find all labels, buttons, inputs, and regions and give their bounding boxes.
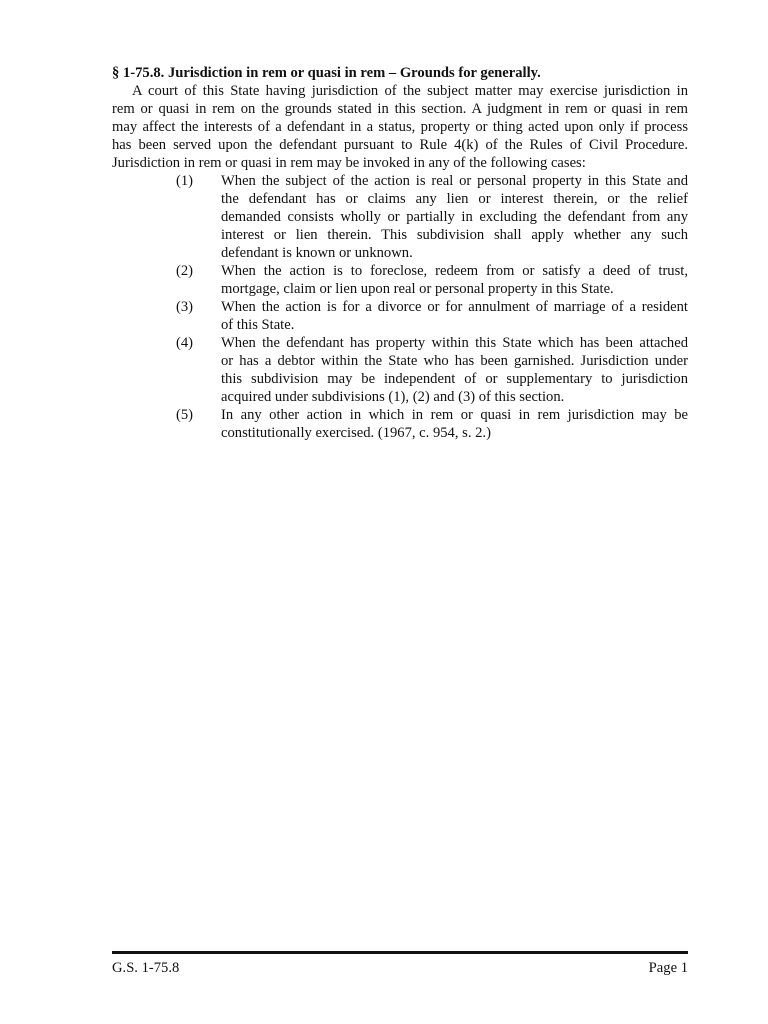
subdivision-item [112, 298, 688, 334]
text-line: When the action is for a divorce or for annulment of marriage of a resident [221, 299, 688, 315]
intro-paragraph [112, 82, 688, 172]
text-line: rem or quasi in rem on the grounds stated in this section. A judgment in rem or quasi in rem [112, 101, 688, 117]
document-page [112, 64, 688, 442]
subdivision-item [112, 262, 688, 298]
subdivision-number: (1) [176, 173, 194, 189]
text-line: of this State. [221, 317, 295, 333]
subdivision-text [221, 298, 688, 334]
footer-citation: G.S. 1-75.8 [112, 960, 180, 976]
text-line: may affect the interests of a defendant in a status, property or thing acted upon only if process [112, 119, 688, 135]
section-heading: § 1-75.8. Jurisdiction in rem or quasi in rem – Grounds for generally. [112, 65, 541, 81]
text-line: or has a debtor within the State who has been garnished. Jurisdiction under [221, 353, 688, 369]
subdivision-text [221, 334, 688, 406]
text-line: defendant is known or unknown. [221, 245, 413, 261]
subdivision-number: (4) [176, 335, 194, 351]
text-line: In any other action in which in rem or quasi in rem jurisdiction may be [221, 407, 688, 423]
subdivision-number: (2) [176, 263, 194, 279]
subdivision-list [112, 172, 688, 442]
subdivision-text [221, 406, 688, 442]
subdivision-number: (3) [176, 299, 194, 315]
text-line: When the subject of the action is real or personal property in this State and [221, 173, 688, 189]
subdivision-item [112, 406, 688, 442]
page-number: Page 1 [648, 960, 688, 976]
subdivision-number: (5) [176, 407, 194, 423]
text-line: has been served upon the defendant pursuant to Rule 4(k) of the Rules of Civil Procedure. [112, 137, 688, 153]
subdivision-text [221, 172, 688, 262]
subdivision-item [112, 172, 688, 262]
text-line: acquired under subdivisions (1), (2) and (3) of this section. [221, 389, 565, 405]
text-line: Jurisdiction in rem or quasi in rem may be invoked in any of the following cases: [112, 155, 586, 171]
text-line: mortgage, claim or lien upon real or personal property in this State. [221, 281, 614, 297]
page-footer [112, 960, 688, 977]
text-line: constitutionally exercised. (1967, c. 954, s. 2.) [221, 425, 491, 441]
text-line: When the defendant has property within this State which has been attached [221, 335, 688, 351]
text-line: demanded consists wholly or partially in excluding the defendant from any [221, 209, 688, 225]
text-line: When the action is to foreclose, redeem from or satisfy a deed of trust, [221, 263, 688, 279]
text-line: A court of this State having jurisdiction of the subject matter may exercise jurisdiction in [132, 83, 688, 99]
text-line: interest or lien therein. This subdivision shall apply whether any such [221, 227, 688, 243]
subdivision-text [221, 262, 688, 298]
subdivision-item [112, 334, 688, 406]
text-line: this subdivision may be independent of or supplementary to jurisdiction [221, 371, 688, 387]
text-line: the defendant has or claims any lien or interest therein, or the relief [221, 191, 688, 207]
footer-rule [112, 951, 688, 954]
